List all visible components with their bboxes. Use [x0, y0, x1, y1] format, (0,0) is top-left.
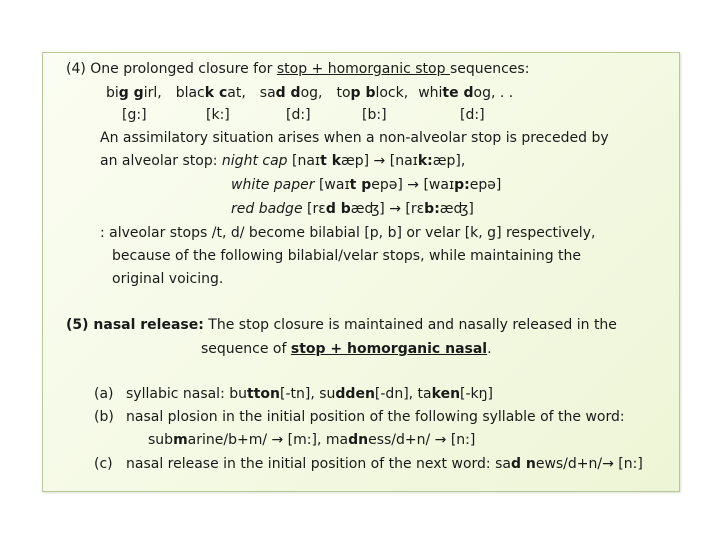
section-5-line-2: sequence of stop + homorganic nasal. — [201, 341, 492, 357]
section-4-heading — [66, 60, 529, 78]
note-line-1: : alveolar stops /t, d/ become bilabial [p, b] or velar [k, g] respectively, — [100, 225, 596, 241]
example-night-cap: night cap — [221, 153, 288, 169]
item-c-text: nasal release in the initial position of the next word: sad news/d+n/→ [n:] — [126, 456, 643, 472]
item-a-text: syllabic nasal: button[-tn], sudden[-dn], taken[-kŋ] — [126, 386, 494, 402]
example-3: sad dog, — [259, 85, 323, 101]
item-b-label: (b) — [94, 409, 114, 425]
example-red-badge: red badge [rɛd bæʤ] → [rɛb:æʤ] — [231, 201, 474, 217]
note-line-2: because of the following bilabial/velar stops, while maintaining the — [112, 248, 582, 264]
transcription-5: [d:] — [460, 107, 485, 123]
assimilation-line-2: an alveolar stop: night cap [naɪt kæp] → [naɪk:æp], — [100, 153, 466, 169]
heading-text: (4) One prolonged closure for — [66, 61, 277, 77]
item-b-examples: submarine/b+m/ → [m:], madness/d+n/ → [n:] — [148, 432, 476, 448]
example-2: black cat, — [175, 85, 246, 101]
example-4: top block, — [336, 85, 409, 101]
transcription-4: [b:] — [362, 107, 387, 123]
example-1: big girl, — [106, 85, 162, 101]
item-b-text: nasal plosion in the initial position of the following syllable of the word: — [126, 409, 625, 425]
transcription-2: [k:] — [206, 107, 230, 123]
item-c-label: (c) — [94, 456, 113, 472]
assimilation-line-1: An assimilatory situation arises when a non-alveolar stop is preceded by — [100, 130, 609, 146]
transcription-3: [d:] — [286, 107, 311, 123]
note-line-3: original voicing. — [112, 271, 224, 287]
example-5: white dog, . . — [418, 85, 514, 101]
example-white-paper: white paper [waɪt pepə] → [waɪp:epə] — [231, 177, 502, 193]
transcription-1: [g:] — [122, 107, 147, 123]
item-a-label: (a) — [94, 386, 114, 402]
examples-line — [106, 84, 513, 102]
section-5-heading: (5) nasal release: The stop closure is maintained and nasally released in the — [66, 317, 617, 333]
heading-end: sequences: — [449, 61, 530, 77]
heading-underlined: stop + homorganic stop — [276, 61, 450, 77]
